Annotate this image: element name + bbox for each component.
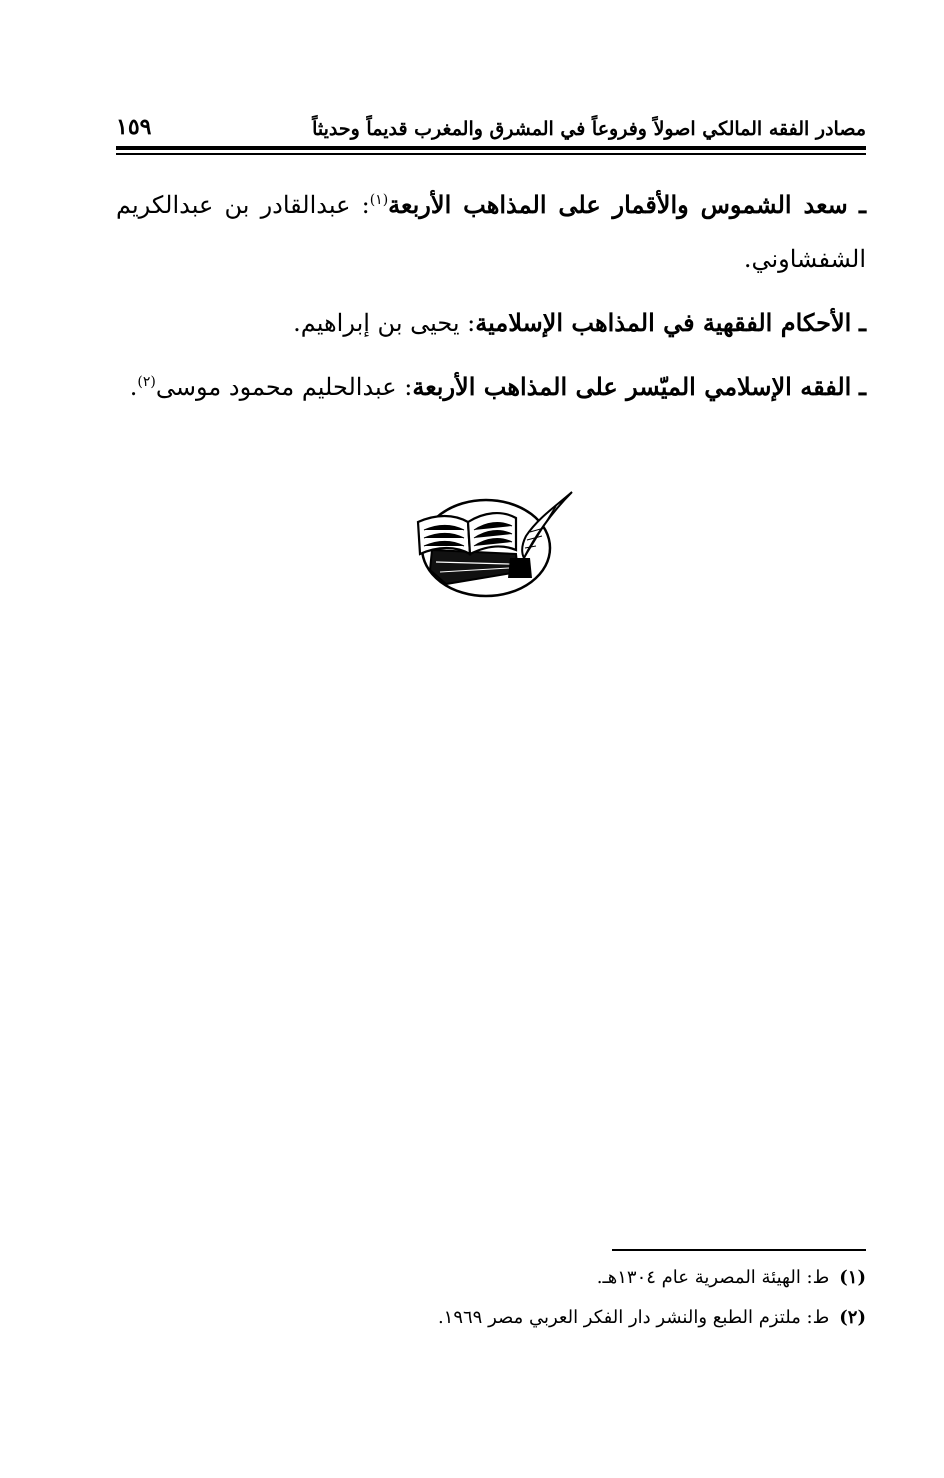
header-rule-thick [116,146,866,150]
entry-3 [116,360,866,414]
footnotes [116,1258,866,1338]
entry-dash: ـ [858,308,866,337]
entry-author: : يحيى بن إبراهيم. [293,309,476,337]
header-rule-thin [116,153,866,155]
entry-end: . [129,373,138,401]
entry-title: الأحكام الفقهية في المذاهب الإسلامية [475,308,852,337]
book-and-quill-icon [406,488,578,604]
footnote-rule [612,1249,866,1251]
page-number: ١٥٩ [116,114,152,140]
entry-title: سعد الشموس والأقمار على المذاهب الأربعة [388,190,848,219]
footnote-2 [116,1298,866,1338]
footnote-text: ط: ملتزم الطبع والنشر دار الفكر العربي مصر ١٩٦٩. [437,1307,830,1328]
footnote-1 [116,1258,866,1298]
footnote-ref: (١) [369,192,389,208]
entry-author: : عبدالقادر بن عبدالكريم الشفشاوني. [116,191,866,273]
entry-dash: ـ [858,190,866,219]
entry-author: : عبدالحليم محمود موسى [155,373,413,401]
running-title: مصادر الفقه المالكي اصولاً وفروعاً في المشرق والمغرب قديماً وحديثاً [312,118,866,140]
footnote-number: (١) [839,1267,866,1288]
page-header [116,108,866,140]
footnote-number: (٢) [839,1307,866,1328]
entry-dash: ـ [858,372,866,401]
entry-2 [116,296,866,350]
footnote-ref: (٢) [137,374,156,390]
body-text [116,178,866,424]
entry-1 [116,178,866,286]
footnote-text: ط: الهيئة المصرية عام ١٣٠٤هـ. [596,1267,830,1288]
entry-title: الفقه الإسلامي الميّسر على المذاهب الأربعة [412,372,852,401]
